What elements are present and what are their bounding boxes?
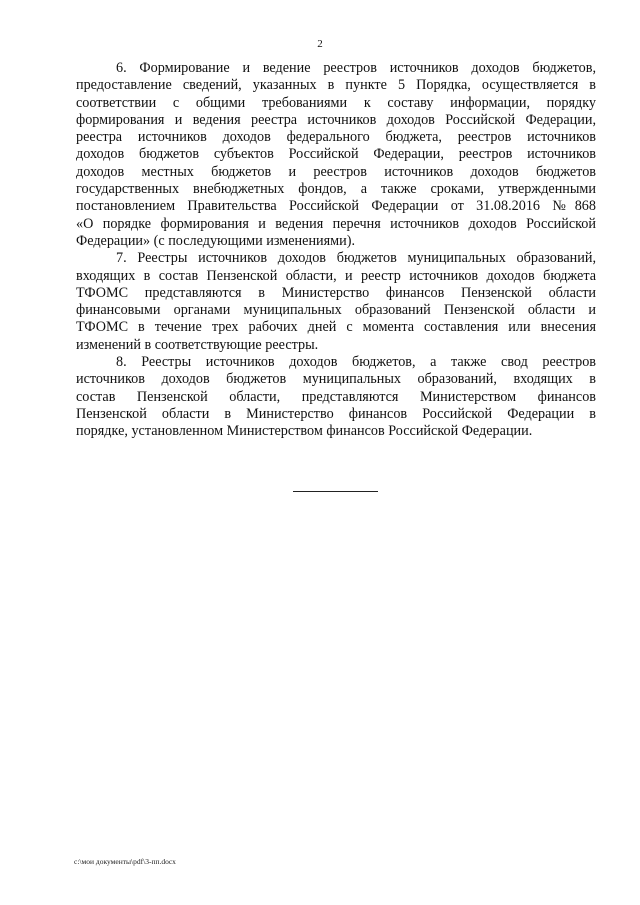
document-body bbox=[76, 60, 596, 441]
paragraph-line: соответствии с общими требованиями к составу информации, порядку bbox=[76, 94, 596, 111]
paragraph-line: Пензенской области в Министерство финансов Российской Федерации в bbox=[76, 405, 596, 422]
paragraph-line: постановлением Правительства Российской Федерации от 31.08.2016 №868 bbox=[76, 198, 596, 215]
paragraph-line: реестра источников доходов федерального бюджета, реестров источников bbox=[76, 129, 596, 146]
paragraph-line: формирования и ведения реестра источников доходов Российской Федерации, bbox=[76, 111, 596, 128]
paragraph-line: финансовыми органами муниципальных образований Пензенской области и bbox=[76, 302, 596, 319]
paragraph-line: Федерации» (с последующими изменениями). bbox=[76, 232, 355, 249]
paragraph-line: порядке, установленном Министерством финансов Российской Федерации. bbox=[76, 423, 533, 440]
paragraph-line: входящих в состав Пензенской области, и реестр источников доходов бюджета bbox=[76, 267, 596, 284]
paragraph-8 bbox=[76, 354, 596, 440]
paragraph-line: «О порядке формирования и ведения перечня источников доходов Российской bbox=[76, 215, 596, 232]
paragraph-line: 7. Реестры источников доходов бюджетов муниципальных образований, bbox=[116, 250, 596, 267]
paragraph-line: ТФОМС в течение трех рабочих дней с момента составления или внесения bbox=[76, 319, 596, 336]
page-number: 2 bbox=[317, 38, 323, 50]
paragraph-7 bbox=[76, 250, 596, 354]
paragraph-line: 8. Реестры источников доходов бюджетов, а также свод реестров bbox=[116, 354, 596, 371]
paragraph-line: ТФОМС представляются в Министерство финансов Пензенской области bbox=[76, 284, 596, 301]
paragraph-line: доходов местных бюджетов и реестров источников доходов бюджетов bbox=[76, 163, 596, 180]
paragraph-line: предоставление сведений, указанных в пункте 5 Порядка, осуществляется в bbox=[76, 77, 596, 94]
paragraph-6 bbox=[76, 60, 596, 250]
paragraph-line: источников доходов бюджетов муниципальных образований, входящих в bbox=[76, 371, 596, 388]
paragraph-line: изменений в соответствующие реестры. bbox=[76, 336, 319, 353]
paragraph-line: состав Пензенской области, представляются Министерством финансов bbox=[76, 388, 596, 405]
footer-file-path: c:\мои документы\pdf\3-пп.docx bbox=[74, 857, 176, 866]
paragraph-line: государственных внебюджетных фондов, а также сроками, утвержденными bbox=[76, 181, 596, 198]
paragraph-line: 6. Формирование и ведение реестров источников доходов бюджетов, bbox=[116, 60, 596, 76]
paragraph-line: доходов бюджетов субъектов Российской Федерации, реестров источников bbox=[76, 146, 596, 163]
end-divider bbox=[293, 491, 378, 492]
